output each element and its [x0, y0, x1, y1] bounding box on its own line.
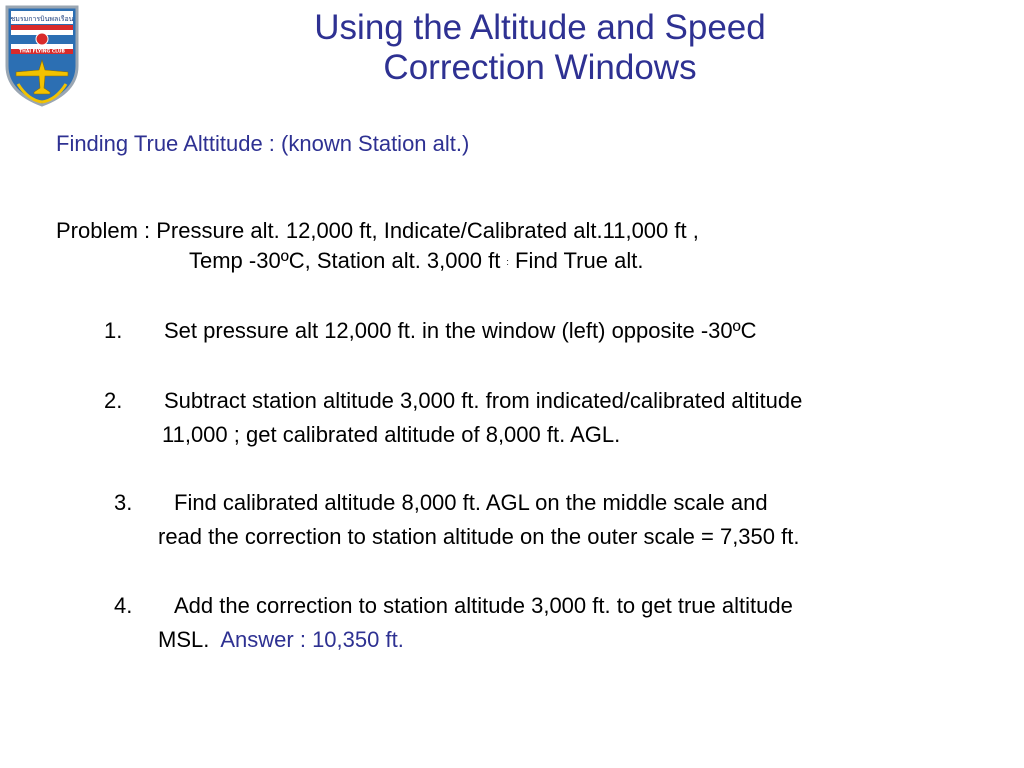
problem-line-2-b: Find True alt.: [508, 248, 644, 273]
title-line-1: Using the Altitude and Speed: [314, 8, 766, 47]
step-4: [114, 589, 793, 657]
step-continuation: read the correction to station altitude on the outer scale = 7,350 ft.: [158, 524, 800, 549]
step-number: 2.: [104, 388, 123, 413]
step-number: 4.: [114, 593, 133, 618]
step-text: Set pressure alt 12,000 ft. in the window (left) opposite -30ºC: [164, 318, 757, 343]
problem-separator: :: [506, 257, 509, 268]
answer-text: Answer : 10,350 ft.: [220, 627, 404, 652]
problem-line-2-a: Temp -30ºC, Station alt. 3,000 ft: [189, 248, 507, 273]
problem-line-2: [56, 246, 699, 277]
step-1: [104, 314, 757, 348]
logo-top-text: ชมรมการบินพลเรือน: [10, 15, 74, 23]
step-number: 1.: [104, 318, 123, 343]
step-continuation-text: MSL.: [158, 627, 210, 652]
step-2: [104, 384, 802, 452]
problem-line-1: Problem : Pressure alt. 12,000 ft, Indicate/Calibrated alt.11,000 ft ,: [56, 218, 699, 243]
step-text: Subtract station altitude 3,000 ft. from indicated/calibrated altitude: [164, 388, 803, 413]
step-number: 3.: [114, 490, 133, 515]
step-continuation: 11,000 ; get calibrated altitude of 8,000 ft. AGL.: [162, 422, 621, 447]
logo-band-text: THAI FLYING CLUB: [19, 49, 65, 55]
section-subtitle: Finding True Alttitude : (known Station alt.): [56, 131, 470, 156]
step-text: Add the correction to station altitude 3,000 ft. to get true altitude: [174, 593, 793, 618]
step-text: Find calibrated altitude 8,000 ft. AGL on the middle scale and: [174, 490, 768, 515]
step-continuation: [114, 623, 793, 657]
title-line-2: Correction Windows: [383, 48, 697, 87]
problem-statement: [56, 216, 699, 277]
slide-title: [190, 8, 890, 88]
thai-flying-club-logo: [4, 4, 80, 108]
step-3: [114, 486, 799, 554]
